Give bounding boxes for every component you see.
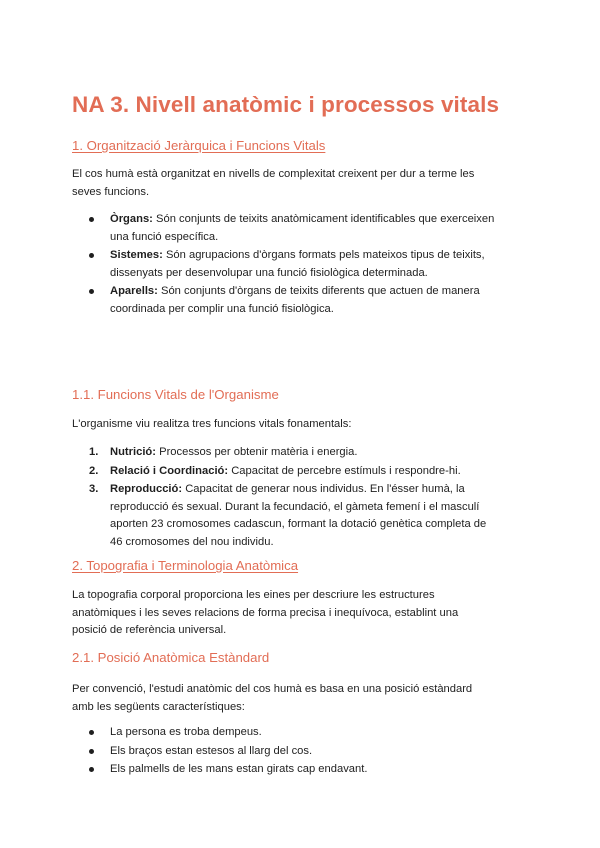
section-2-1-body: Per convenció, l'estudi anatòmic del cos humà es basa en una posició estàndard amb les següents característiques: (72, 683, 473, 713)
section-2-heading[interactable]: 2. Topografia i Terminologia Anatòmica (72, 558, 299, 573)
section-1-intro: El cos humà està organitzat en nivells de complexitat creixent per dur a terme les seves funcions. (72, 168, 475, 198)
section-2-body: La topografia corporal proporciona les eines per descriure les estructures anatòmiques i les seves relacions de forma precisa i inequívoca, establint una posició de referència universal. (72, 589, 459, 637)
vital-functions-list (72, 444, 532, 553)
list-item: 2. Relació i Coordinació: Capacitat de percebre estímuls i respondre-hi. (89, 464, 461, 477)
list-item: Aparells: Són conjunts d'òrgans de teixits diferents que actuen de manera coordinada per complir una funció fisiològica. (72, 283, 532, 318)
list-item: 1. Nutrició: Processos per obtenir matèria i energia. (89, 446, 358, 458)
list-item: Òrgans: Són conjunts de teixits anatòmicament identificables que exerceixen una funció específica. (72, 211, 532, 246)
list-item: Els braços estan estesos al llarg del cos. (72, 743, 532, 761)
organization-list (72, 211, 532, 320)
section-2-1-heading: 2.1. Posició Anatòmica Estàndard (72, 650, 270, 665)
section-1-1-intro: L'organisme viu realitza tres funcions vitals fonamentals: (72, 418, 352, 430)
section-1-1-heading: 1.1. Funcions Vitals de l'Organisme (72, 387, 279, 402)
list-item: Sistemes: Són agrupacions d'òrgans formats pels mateixos tipus de teixits, dissenyats per desenvolupar una funció fisiològica determinada. (72, 247, 532, 282)
anatomical-position-list (72, 724, 532, 780)
list-item: Els palmells de les mans estan girats cap endavant. (72, 761, 532, 779)
page-title: NA 3. Nivell anatòmic i processos vitals (72, 92, 500, 117)
list-item: 3. Reproducció: Capacitat de generar nous individus. En l'ésser humà, la reproducció és sexual. Durant la fecundació, el gàmeta femení i el masculí aporten 23 cromosomes cadascun, formant la dotació genètica completa de 46 cromosomes del nou individu. (89, 483, 487, 548)
list-item: La persona es troba dempeus. (72, 724, 532, 742)
section-1-heading[interactable]: 1. Organització Jeràrquica i Funcions Vitals (72, 138, 326, 153)
